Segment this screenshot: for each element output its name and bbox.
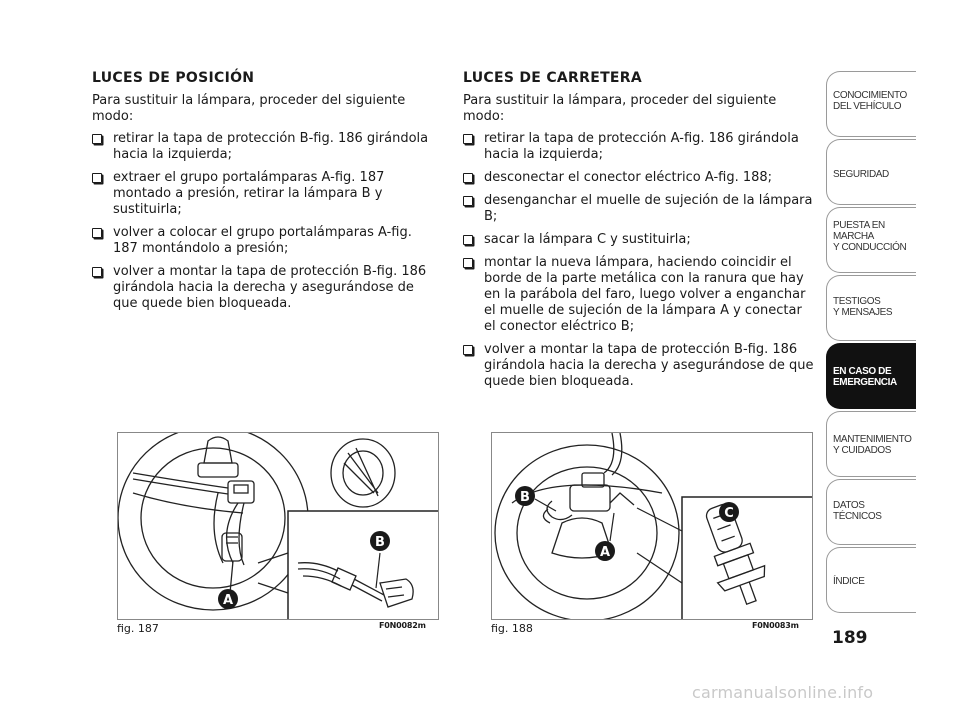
section-heading-position-lights: LUCES DE POSICIÓN — [92, 70, 255, 86]
tab-indice[interactable]: ÍNDICE — [826, 547, 916, 613]
section-intro: Para sustituir la lámpara, proceder del siguiente modo: — [92, 93, 406, 124]
checkbox-bullet-icon — [92, 134, 102, 144]
callout-label: A — [599, 545, 611, 560]
section-intro: Para sustituir la lámpara, proceder del siguiente modo: — [463, 93, 777, 124]
checkbox-bullet-icon — [463, 345, 473, 355]
step-item: extraer el grupo portalámparas A-fig. 187 montado a presión, retirar la lámpara B y sustituirla; — [92, 170, 437, 218]
figure-188-drawing — [492, 433, 812, 619]
step-list — [92, 131, 437, 312]
step-item: desenganchar el muelle de sujeción de la lámpara B; — [463, 193, 815, 225]
step-item: volver a montar la tapa de protección B-fig. 186 girándola hacia la derecha y asegurándose de que quede bien bloqueada. — [92, 264, 437, 312]
checkbox-bullet-icon — [463, 173, 473, 183]
figure-code: F0N0082m — [379, 621, 426, 630]
chapter-tabs — [826, 71, 916, 615]
section-heading-high-beams: LUCES DE CARRETERA — [463, 70, 643, 86]
tab-mantenimiento-y-cuidados[interactable]: MANTENIMIENTO Y CUIDADOS — [826, 411, 916, 477]
watermark: carmanualsonline.info — [692, 683, 874, 702]
step-item: desconectar el conector eléctrico A-fig. 188; — [463, 170, 815, 186]
callout-label: A — [222, 593, 234, 608]
checkbox-bullet-icon — [463, 134, 473, 144]
checkbox-bullet-icon — [92, 267, 102, 277]
checkbox-bullet-icon — [463, 258, 473, 268]
figure-187-illustration — [117, 432, 439, 620]
figure-code: F0N0083m — [752, 621, 799, 630]
figure-caption: fig. 188 — [491, 622, 533, 635]
step-item: volver a montar la tapa de protección B-fig. 186 girándola hacia la derecha y asegurándose de que quede bien bloqueada. — [463, 342, 815, 390]
figure-187-drawing — [118, 433, 438, 619]
tab-conocimiento-del-vehiculo[interactable]: CONOCIMIENTO DEL VEHÍCULO — [826, 71, 916, 137]
figure-caption: fig. 187 — [117, 622, 159, 635]
callout-label: B — [520, 490, 530, 505]
tab-seguridad[interactable]: SEGURIDAD — [826, 139, 916, 205]
step-list — [463, 131, 815, 390]
step-item: sacar la lámpara C y sustituirla; — [463, 232, 815, 248]
tab-en-caso-de-emergencia[interactable]: EN CASO DE EMERGENCIA — [826, 343, 916, 409]
right-column — [463, 70, 815, 397]
tab-datos-tecnicos[interactable]: DATOS TÉCNICOS — [826, 479, 916, 545]
step-item: montar la nueva lámpara, haciendo coincidir el borde de la parte metálica con la ranura que hay en la parábola del faro, luego volver a enganchar el muelle de sujeción de la lámpara A y conectar el conector eléctrico B; — [463, 255, 815, 335]
checkbox-bullet-icon — [463, 235, 473, 245]
tab-testigos-y-mensajes[interactable]: TESTIGOS Y MENSAJES — [826, 275, 916, 341]
step-item: retirar la tapa de protección B-fig. 186 girándola hacia la izquierda; — [92, 131, 437, 163]
step-item: retirar la tapa de protección A-fig. 186 girándola hacia la izquierda; — [463, 131, 815, 163]
tab-puesta-en-marcha[interactable]: PUESTA EN MARCHA Y CONDUCCIÓN — [826, 207, 916, 273]
left-column — [92, 70, 437, 319]
checkbox-bullet-icon — [463, 196, 473, 206]
callout-label: C — [724, 506, 734, 521]
figure-188-illustration — [491, 432, 813, 620]
page-number: 189 — [832, 628, 868, 648]
checkbox-bullet-icon — [92, 173, 102, 183]
checkbox-bullet-icon — [92, 228, 102, 238]
step-item: volver a colocar el grupo portalámparas A-fig. 187 montándolo a presión; — [92, 225, 437, 257]
callout-label: B — [375, 535, 385, 550]
